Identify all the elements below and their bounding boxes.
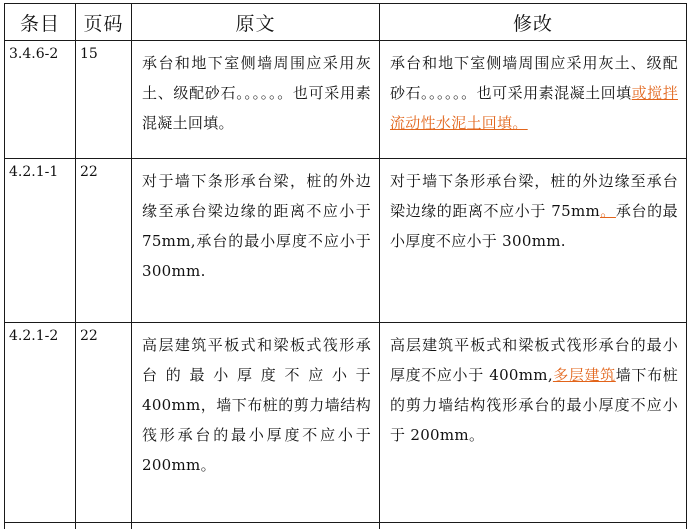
clause-cell: 4.2.1-2 (5, 323, 76, 523)
empty-cell (380, 523, 687, 529)
empty-cell (76, 523, 132, 529)
header-clause: 条目 (5, 4, 76, 41)
inserted-text: 或搅拌流动性水泥土回填。 (390, 84, 678, 132)
revised-text-cell (380, 41, 687, 159)
table-row (5, 159, 687, 323)
page-cell: 22 (76, 159, 132, 323)
empty-cell (5, 523, 76, 529)
original-text-cell: 对于墙下条形承台梁，桩的外边缘至承台梁边缘的距离不应小于 75mm,承台的最小厚度不应小于 300mm. (132, 159, 380, 323)
table-row (5, 41, 687, 159)
header-original: 原文 (132, 4, 380, 41)
revised-text: 对于墙下条形承台梁，桩的外边缘至承台梁边缘的距离不应小于 75mm (390, 172, 678, 220)
inserted-text: 。 (600, 202, 616, 220)
revised-text: 承台和地下室侧墙周围应采用灰土、级配砂石。。。。。。也可采用素混凝土回填 (390, 54, 678, 102)
revised-text-cell (380, 323, 687, 523)
revised-text-tail: 承台的最小厚度不应小于 300mm. (390, 202, 678, 250)
clause-cell: 3.4.6-2 (5, 41, 76, 159)
page-cell: 22 (76, 323, 132, 523)
header-page: 页码 (76, 4, 132, 41)
page-cell: 15 (76, 41, 132, 159)
revised-text-tail: 墙下布桩的剪力墙结构筏形承台的最小厚度不应小于 200mm。 (390, 366, 679, 444)
clause-cell: 4.2.1-1 (5, 159, 76, 323)
table-row-partial (5, 523, 687, 529)
original-text-cell: 承台和地下室侧墙周围应采用灰土、级配砂石。。。。。。也可采用素混凝土回填。 (132, 41, 380, 159)
header-row (5, 4, 687, 41)
inserted-text: 多层建筑 (552, 366, 616, 384)
revised-text: 高层建筑平板式和梁板式筏形承台的最小厚度不应小于 400mm, (390, 336, 678, 384)
original-text-cell: 高层建筑平板式和梁板式筏形承台的最小厚度不应小于 400mm，墙下布桩的剪力墙结构筏形承台的最小厚度不应小于 200mm。 (132, 323, 380, 523)
revised-text-cell (380, 159, 687, 323)
table-row (5, 323, 687, 523)
empty-cell (132, 523, 380, 529)
revision-table (4, 3, 687, 529)
header-revised: 修改 (380, 4, 687, 41)
